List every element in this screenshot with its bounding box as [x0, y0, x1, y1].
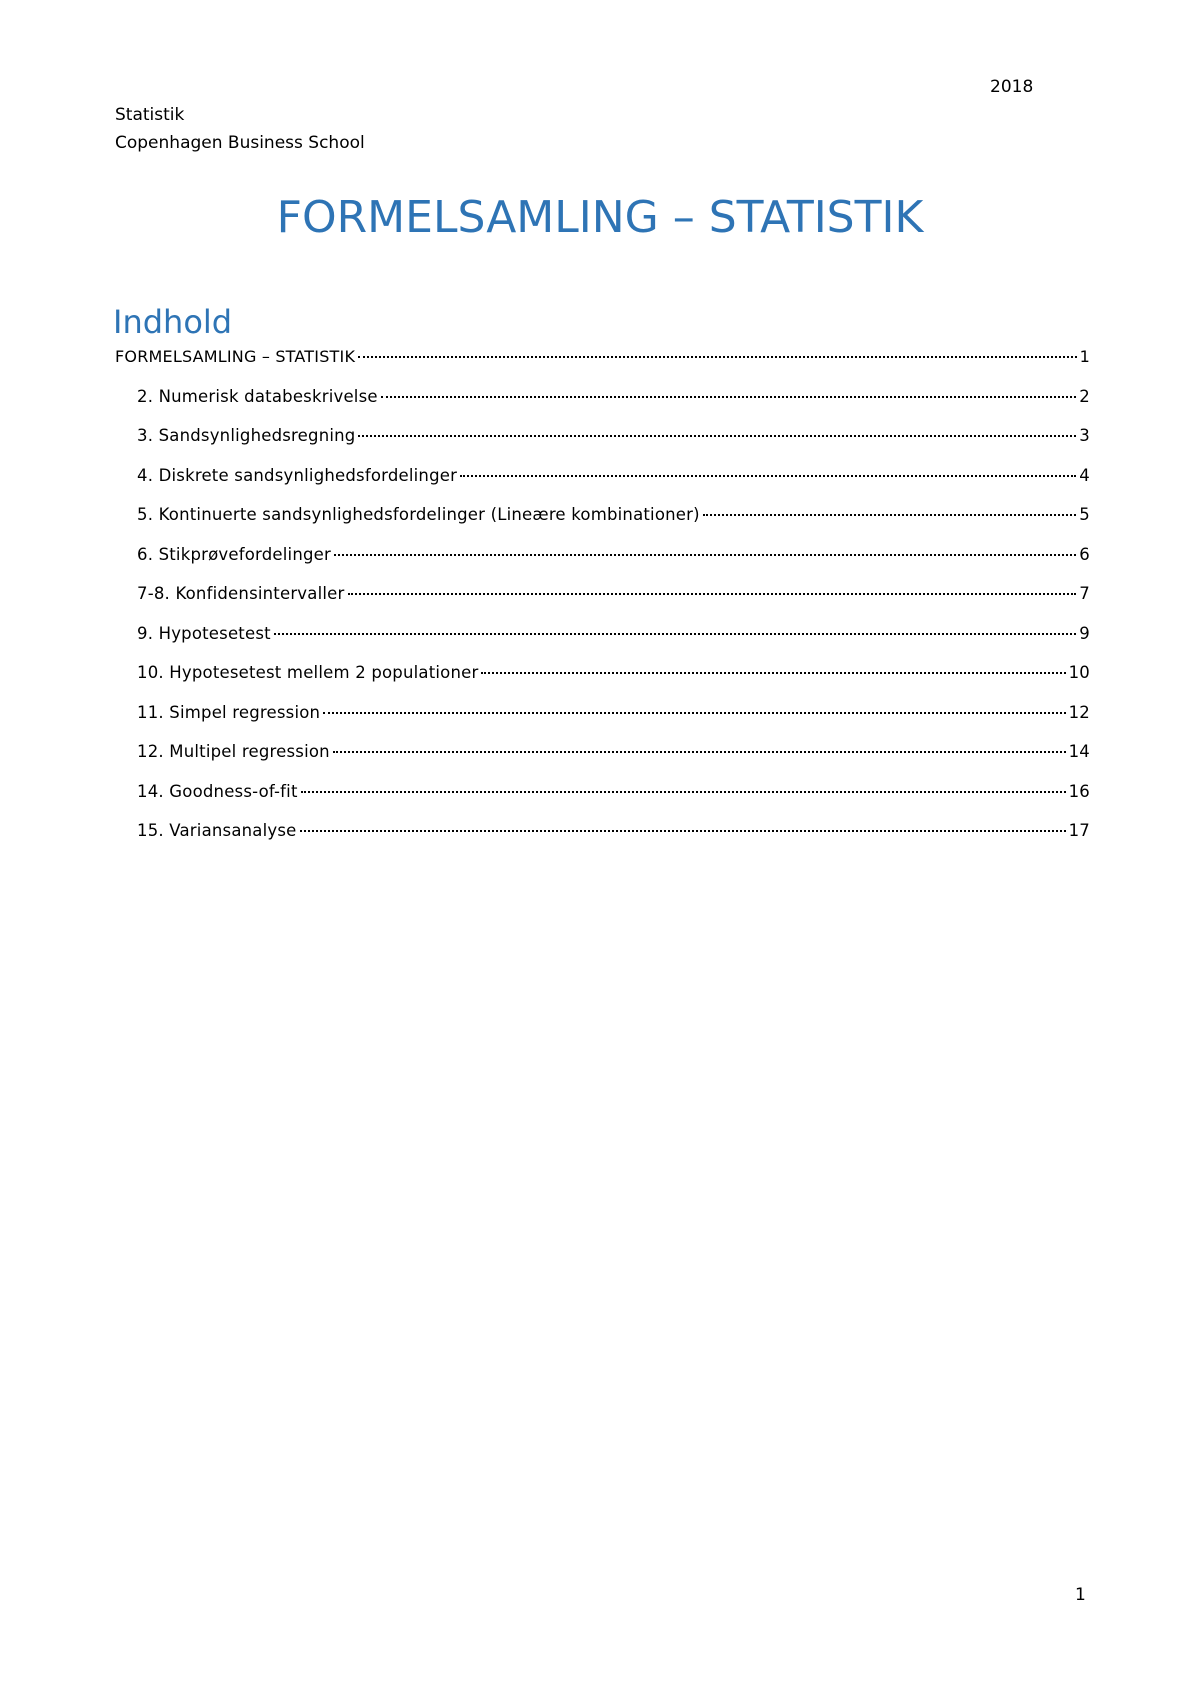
toc-entry[interactable]	[115, 505, 1090, 545]
toc-leader-dots	[274, 633, 1077, 635]
toc-entry[interactable]	[115, 387, 1090, 427]
toc-entry-label: 14. Goodness-of-fit	[137, 781, 298, 801]
toc-leader-dots	[358, 356, 1076, 358]
toc-entry-page: 17	[1068, 821, 1090, 840]
toc-entry[interactable]	[115, 663, 1090, 703]
toc-leader-dots	[703, 514, 1077, 516]
toc-heading: Indhold	[113, 303, 233, 341]
header-subject: Statistik	[115, 105, 185, 125]
toc-entry-page: 14	[1068, 742, 1090, 761]
toc-entry-page: 1	[1079, 347, 1090, 366]
toc-entry[interactable]	[115, 703, 1090, 743]
toc-entry[interactable]	[115, 584, 1090, 624]
toc-entry-label: 12. Multipel regression	[137, 742, 330, 761]
toc-entry-label: 4. Diskrete sandsynlighedsfordelinger	[137, 465, 458, 485]
toc-entry-label: 2. Numerisk databeskrivelse	[137, 386, 378, 406]
toc-leader-dots	[323, 712, 1065, 714]
toc-entry-label: 6. Stikprøvefordelinger	[137, 544, 331, 564]
toc-entry-label: FORMELSAMLING – STATISTIK	[115, 347, 356, 366]
toc-leader-dots	[333, 751, 1066, 753]
toc-leader-dots	[300, 830, 1066, 832]
toc-entry[interactable]	[115, 742, 1090, 782]
toc-entry-page: 10	[1068, 663, 1090, 682]
toc-entry-page: 4	[1079, 465, 1090, 485]
toc-entry[interactable]	[115, 545, 1090, 585]
toc-entry-page: 7	[1079, 584, 1090, 603]
footer-page-number: 1	[1075, 1585, 1086, 1605]
toc-entry[interactable]	[115, 624, 1090, 664]
toc-entry-page: 2	[1079, 386, 1090, 406]
toc-leader-dots	[460, 475, 1076, 477]
table-of-contents	[115, 347, 1090, 861]
toc-entry-label: 15. Variansanalyse	[137, 821, 297, 840]
header-left	[115, 101, 365, 157]
toc-leader-dots	[301, 791, 1066, 793]
toc-entry[interactable]	[115, 466, 1090, 506]
toc-entry-page: 12	[1068, 702, 1090, 722]
toc-leader-dots	[348, 593, 1077, 595]
toc-entry-label: 11. Simpel regression	[137, 702, 321, 722]
toc-entry-label: 9. Hypotesetest	[137, 623, 271, 643]
toc-entry-label: 7-8. Konfidensintervaller	[137, 584, 345, 603]
toc-entry-page: 9	[1079, 623, 1090, 643]
toc-leader-dots	[481, 672, 1065, 674]
toc-leader-dots	[358, 435, 1076, 437]
toc-entry-label: 3. Sandsynlighedsregning	[137, 426, 356, 445]
toc-entry-page: 16	[1068, 781, 1090, 801]
toc-entry-page: 6	[1079, 544, 1090, 564]
toc-entry[interactable]	[115, 347, 1090, 387]
toc-leader-dots	[381, 396, 1077, 398]
toc-entry[interactable]	[115, 426, 1090, 466]
toc-entry-label: 5. Kontinuerte sandsynlighedsfordelinger (Lineære kombinationer)	[137, 505, 700, 524]
header-school: Copenhagen Business School	[115, 133, 365, 153]
toc-entry-page: 5	[1079, 505, 1090, 524]
toc-entry[interactable]	[115, 821, 1090, 861]
toc-entry-label: 10. Hypotesetest mellem 2 populationer	[137, 663, 479, 682]
toc-entry[interactable]	[115, 782, 1090, 822]
header-year: 2018	[990, 77, 1034, 97]
toc-leader-dots	[334, 554, 1076, 556]
document-title: FORMELSAMLING – STATISTIK	[276, 192, 924, 243]
toc-entry-page: 3	[1079, 426, 1090, 445]
